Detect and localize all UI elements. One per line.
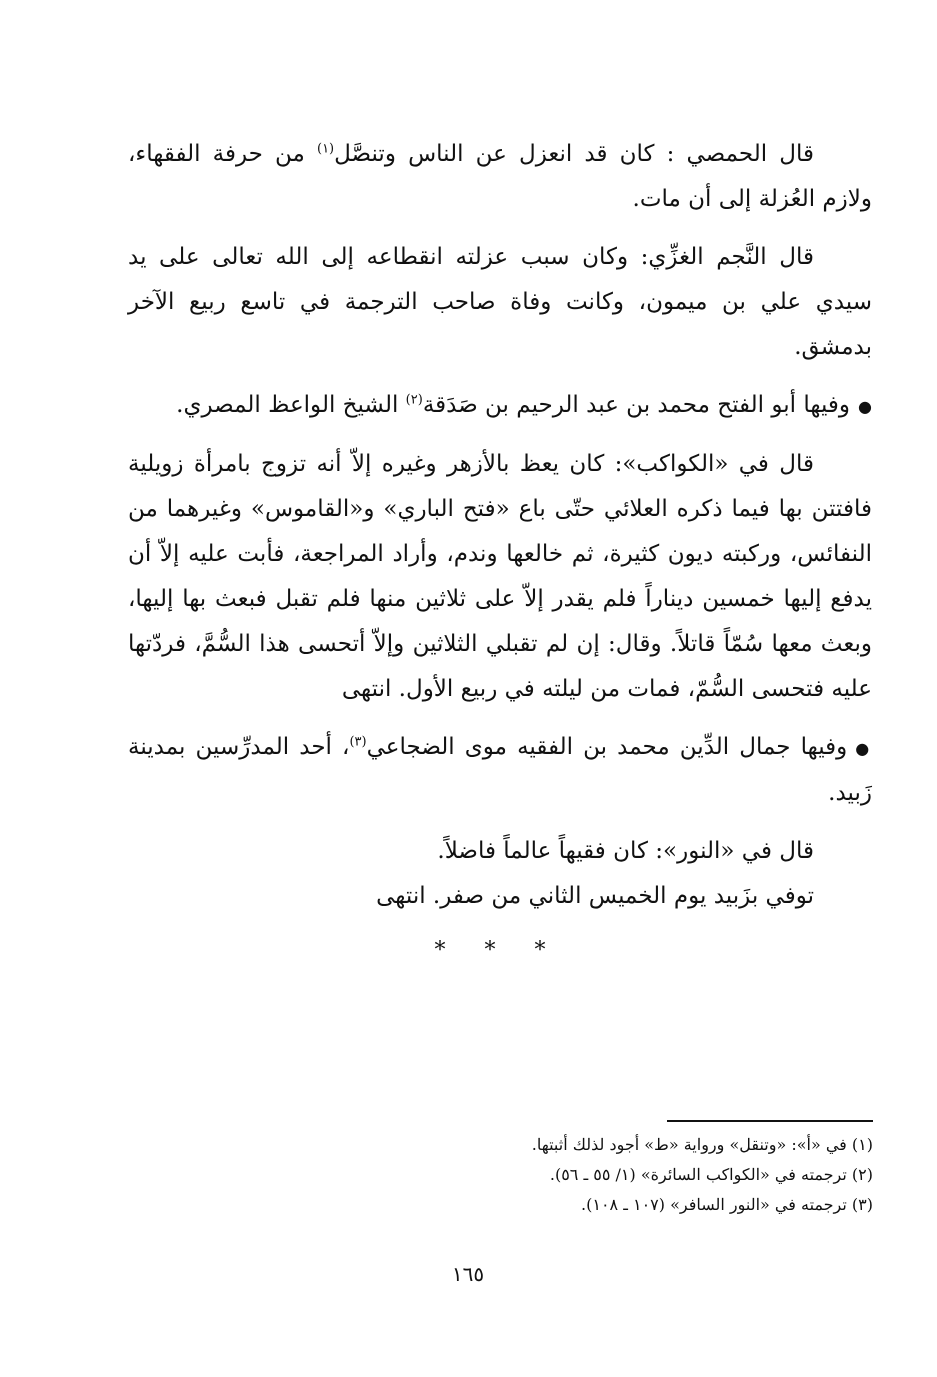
paragraph-najm-ghazzi: قال النَّجم الغزِّي: وكان سبب عزلته انقطاعه إلى الله تعالى على يد سيدي علي بن ميمون، وكانت وفاة صاحب الترجمة في تاسع ربيع الآخر بدمشق. bbox=[128, 244, 872, 360]
entry-text: وفيها أبو الفتح محمد بن عبد الرحيم بن صَدَقة bbox=[422, 392, 851, 418]
footnote-marker-3: (٣) bbox=[349, 734, 367, 750]
line-death: توفي بزَبيد يوم الخميس الثاني من صفر. انتهى bbox=[376, 883, 814, 909]
page-number: ١٦٥ bbox=[451, 1262, 485, 1286]
section-separator bbox=[380, 938, 600, 963]
footnote-1: (١) في «أ»: «وتنقل» ورواية «ط» أجود لذلك أثبتها. bbox=[531, 1135, 873, 1154]
main-text bbox=[128, 132, 872, 919]
entry-text: الشيخ الواعظ المصري. bbox=[176, 392, 406, 418]
entry-jamal-al-din bbox=[128, 725, 872, 816]
bullet-icon: ● bbox=[855, 739, 873, 758]
bullet-icon: ● bbox=[858, 397, 872, 416]
footnote-marker-2: (٢) bbox=[405, 392, 423, 408]
paragraph-text: قال الحمصي : كان قد انعزل عن الناس وتنصَّل bbox=[334, 141, 814, 167]
footnote-3: (٣) ترجمته في «النور السافر» (١٠٧ ـ ١٠٨). bbox=[581, 1195, 873, 1214]
asterisk-icon: * bbox=[484, 938, 496, 963]
entry-text: ، أحد المدرِّسين بمدينة زَبيد. bbox=[128, 734, 872, 806]
paragraph-kawakib: قال في «الكواكب»: كان يعظ بالأزهر وغيره إلاّ أنه تزوج بامرأة زويلية فافتتن بها فيما ذكره العلائي حتّى باع «فتح الباري» و«القاموس» وغيرهما من النفائس، وركبته ديون كثيرة، ثم خالعها وندم، وأراد المراجعة، فأبت عليه إلاّ أن يدفع إليها خمسين ديناراً فلم يقدر إلاّ على ثلاثين منها فلم تقبل فبعث بها إليها، وبعث معها سُمّاً قاتلاً. وقال: إن لم تقبلي الثلاثين وإلاّ أتحسى هذا السُّمَّ، فردّتها عليه فتحسى السُّمّ، فمات من ليلته في ربيع الأول. انتهى bbox=[128, 451, 872, 702]
entry-text: وفيها جمال الدِّين محمد بن الفقيه موى الضجاعي bbox=[366, 734, 848, 760]
asterisk-icon: * bbox=[434, 938, 446, 963]
footnotes bbox=[273, 1130, 873, 1220]
line-nur: قال في «النور»: كان فقيهاً عالماً فاضلاً. bbox=[437, 838, 814, 864]
footnote-marker-1: (١) bbox=[316, 141, 335, 157]
asterisk-icon: * bbox=[534, 938, 546, 963]
footnote-divider bbox=[667, 1120, 873, 1122]
paragraph-homsi bbox=[128, 132, 872, 222]
paragraph-text: من حرفة الفقهاء، ولازم العُزلة إلى أن مات. bbox=[128, 141, 872, 212]
entry-abu-al-fath bbox=[128, 383, 872, 429]
footnote-2: (٢) ترجمته في «الكواكب السائرة» (١/ ٥٥ ـ ٥٦). bbox=[549, 1165, 873, 1184]
